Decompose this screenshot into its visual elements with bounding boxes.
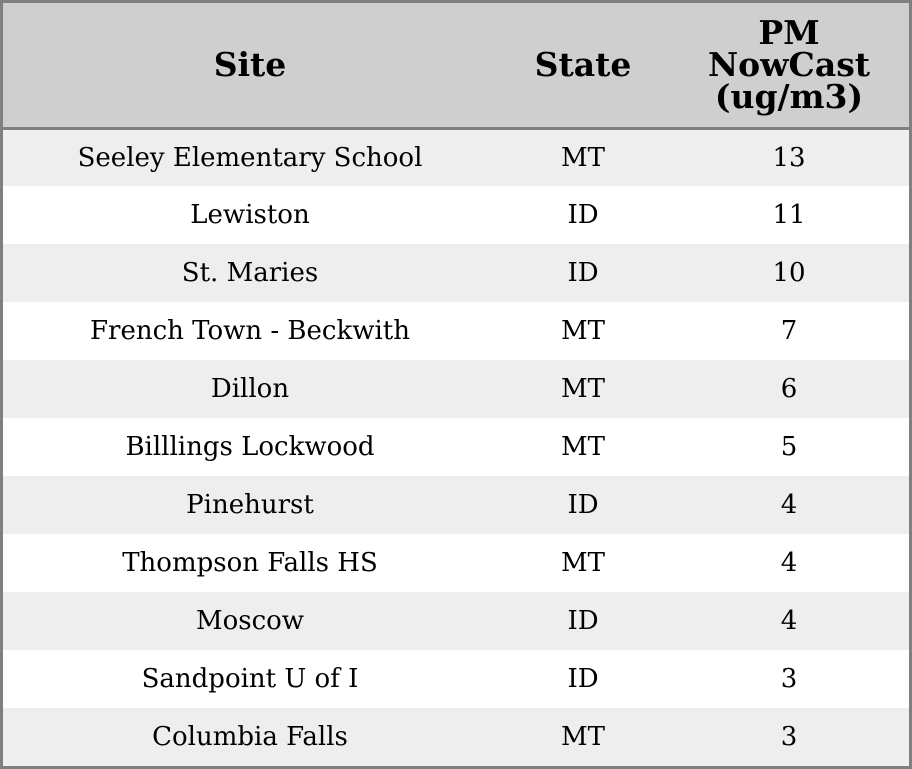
cell-state: ID: [567, 664, 599, 694]
table-body: [3, 128, 909, 766]
cell-pm-nowcast: 4: [780, 490, 798, 520]
cell-pm-nowcast: 13: [772, 142, 806, 173]
pm-nowcast-table: [3, 3, 909, 766]
cell-pm-nowcast: 7: [780, 316, 798, 346]
cell-state: MT: [561, 432, 605, 462]
cell-state: ID: [567, 606, 599, 636]
cell-site: Sandpoint U of I: [141, 664, 359, 694]
cell-site: Columbia Falls: [152, 722, 348, 752]
cell-site: St. Maries: [181, 258, 319, 288]
cell-pm-nowcast: 5: [780, 432, 798, 462]
table-row: [3, 592, 909, 650]
cell-pm-nowcast: 11: [772, 200, 806, 230]
cell-state: ID: [567, 200, 599, 230]
table-row: [3, 186, 909, 244]
cell-pm-nowcast: 3: [780, 722, 798, 752]
cell-site: Dillon: [210, 374, 290, 404]
cell-pm-nowcast: 6: [780, 374, 798, 404]
cell-state: ID: [567, 490, 599, 520]
header-pm-nowcast: PM NowCast (ug/m3): [669, 3, 909, 128]
cell-state: MT: [561, 316, 605, 346]
cell-state: MT: [561, 374, 605, 404]
cell-state: MT: [561, 548, 605, 578]
header-state: State: [497, 3, 669, 128]
cell-site: Seeley Elementary School: [77, 142, 423, 173]
table-row: [3, 244, 909, 302]
cell-pm-nowcast: 10: [772, 258, 806, 288]
table-row: [3, 360, 909, 418]
table-row: [3, 302, 909, 360]
cell-pm-nowcast: 4: [780, 548, 798, 578]
cell-site: Thompson Falls HS: [122, 548, 378, 578]
table-row: [3, 650, 909, 708]
table-header: [3, 3, 909, 128]
cell-site: Pinehurst: [186, 490, 314, 520]
table-row: [3, 708, 909, 766]
cell-state: ID: [567, 258, 599, 288]
cell-pm-nowcast: 3: [780, 664, 798, 694]
cell-site: Billlings Lockwood: [125, 432, 375, 462]
cell-state: MT: [561, 722, 605, 752]
header-site: Site: [3, 3, 497, 128]
table-row: [3, 128, 909, 186]
table-row: [3, 534, 909, 592]
cell-site: Lewiston: [190, 200, 310, 230]
table-row: [3, 418, 909, 476]
header-row: [3, 3, 909, 128]
cell-site: French Town - Beckwith: [89, 316, 411, 346]
cell-pm-nowcast: 4: [780, 606, 798, 636]
cell-site: Moscow: [195, 606, 305, 636]
table-row: [3, 476, 909, 534]
cell-state: MT: [561, 142, 605, 173]
